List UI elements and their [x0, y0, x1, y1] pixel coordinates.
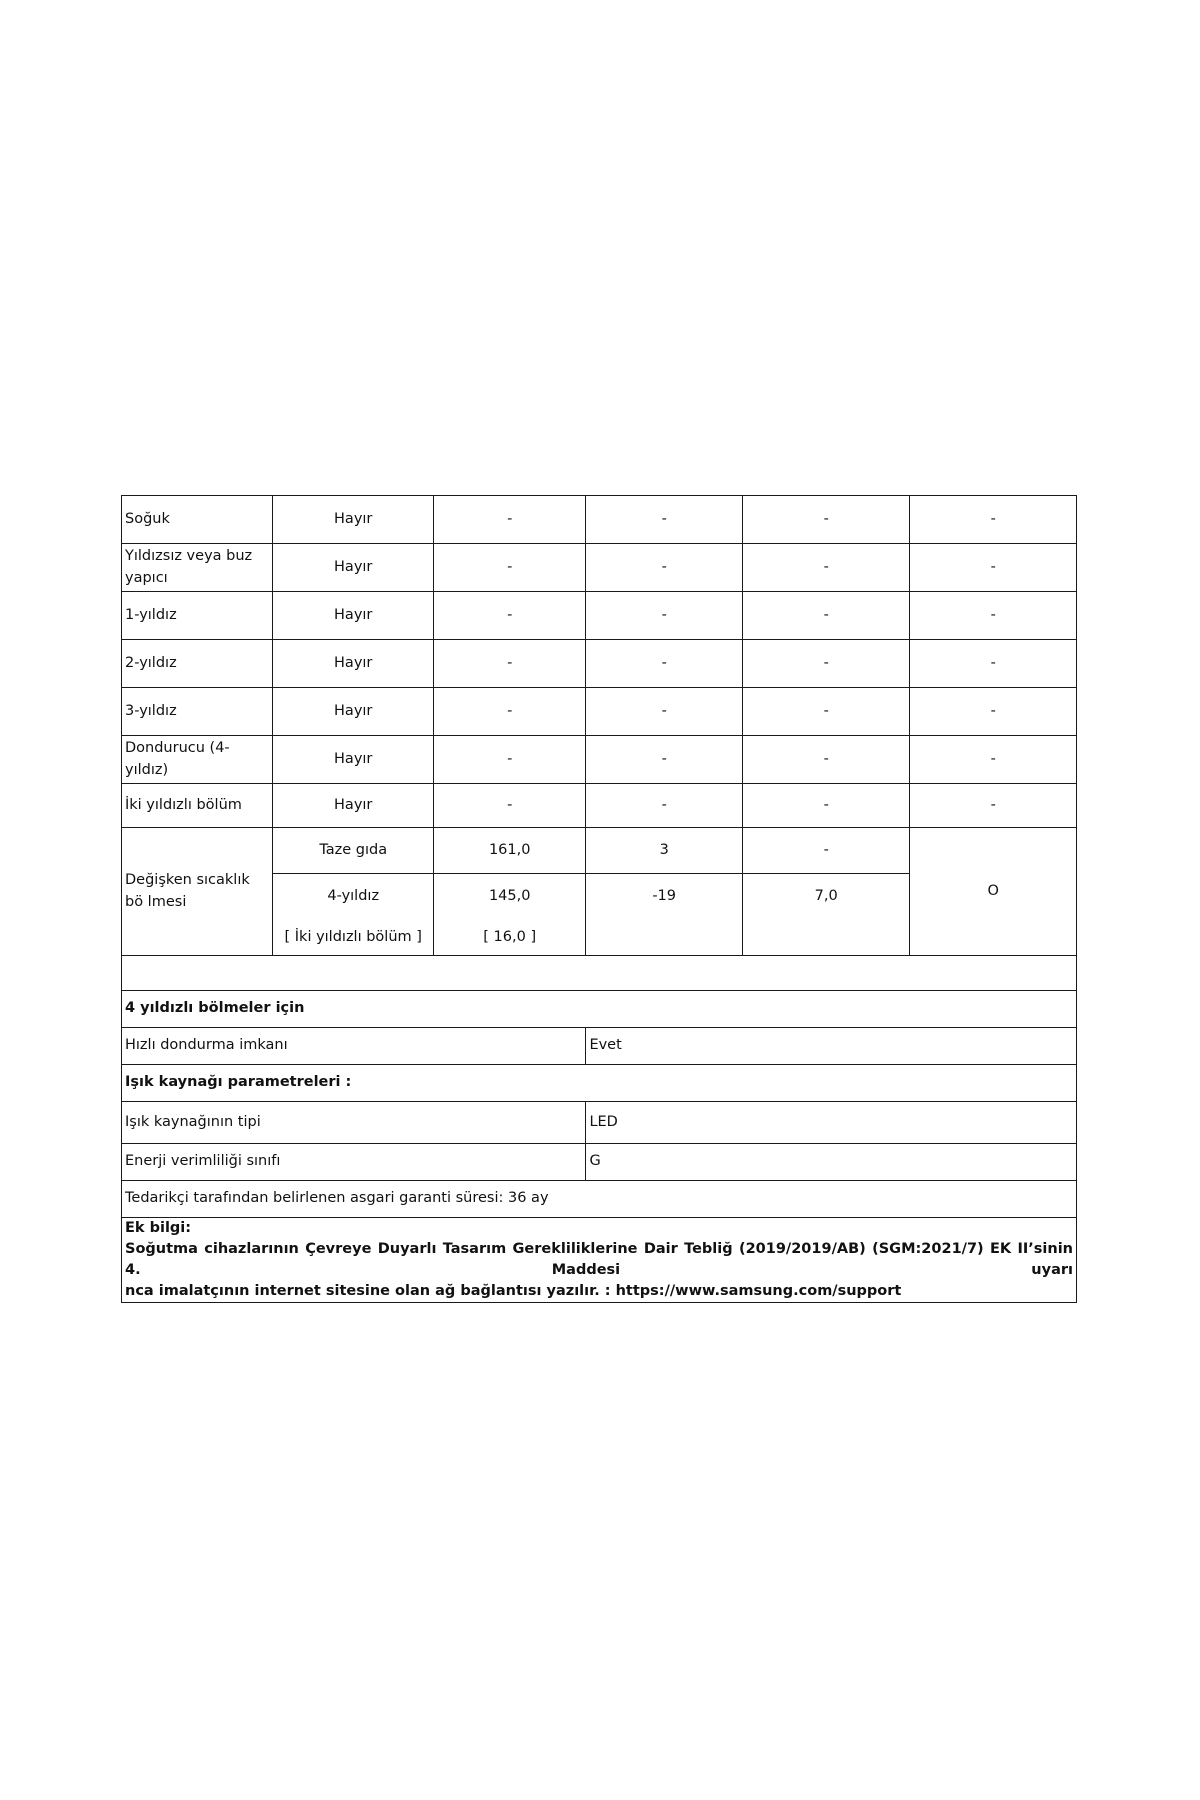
table-cell: - [433, 640, 585, 688]
compartment-label: İki yıldızlı bölüm [122, 784, 273, 828]
compartment-status: Hayır [273, 640, 434, 688]
table-row [122, 1218, 1077, 1303]
table-cell: 161,0 [433, 828, 585, 874]
spec-table [121, 495, 1077, 1303]
compartment-label: Soğuk [122, 496, 273, 544]
table-row [122, 784, 1077, 828]
compartment-status: Hayır [273, 736, 434, 784]
table-row [122, 828, 1077, 874]
table-row [122, 640, 1077, 688]
table-cell: - [433, 784, 585, 828]
table-cell: [ 16,0 ] [433, 920, 585, 956]
table-row [122, 1102, 1077, 1144]
four-star-heading: 4 yıldızlı bölmeler için [122, 991, 1077, 1028]
table-cell: - [742, 688, 910, 736]
blank-row [122, 956, 1077, 991]
table-cell: - [433, 544, 585, 592]
table-cell: - [910, 592, 1077, 640]
table-cell: - [742, 592, 910, 640]
table-cell: - [742, 784, 910, 828]
variable-mode: Taze gıda [273, 828, 434, 874]
table-cell: - [742, 640, 910, 688]
table-row [122, 991, 1077, 1028]
light-type-value: LED [586, 1102, 1077, 1144]
variable-compartment-label: Değişken sıcaklık bö lmesi [122, 828, 273, 956]
light-source-heading: Işık kaynağı parametreleri : [122, 1065, 1077, 1102]
table-cell: - [586, 640, 742, 688]
table-cell: - [910, 688, 1077, 736]
table-cell: - [742, 828, 910, 874]
energy-class-value: G [586, 1144, 1077, 1181]
extra-info-heading: Ek bilgi: [125, 1220, 192, 1236]
blank-cell [122, 956, 1077, 991]
compartment-label: 2-yıldız [122, 640, 273, 688]
compartment-status: Hayır [273, 688, 434, 736]
table-cell: - [742, 544, 910, 592]
table-cell: - [910, 496, 1077, 544]
table-cell: 7,0 [742, 874, 910, 956]
table-cell: - [910, 640, 1077, 688]
light-type-label: Işık kaynağının tipi [122, 1102, 586, 1144]
compartment-status: Hayır [273, 496, 434, 544]
compartment-status: Hayır [273, 784, 434, 828]
variable-mode: 4-yıldız [273, 874, 434, 920]
table-cell: - [433, 736, 585, 784]
extra-info-line: Soğutma cihazlarının Çevreye Duyarlı Tasarım Gerekliliklerine Dair Tebliğ (2019/2019/AB) (SGM:2021/7) EK II’sinin 4. Maddesi uyarı [125, 1241, 1073, 1279]
table-row [122, 736, 1077, 784]
table-cell: - [586, 496, 742, 544]
table-cell: - [586, 736, 742, 784]
table-cell: - [433, 496, 585, 544]
table-cell: - [910, 544, 1077, 592]
table-row [122, 688, 1077, 736]
compartment-label: 3-yıldız [122, 688, 273, 736]
extra-info-cell [122, 1218, 1077, 1303]
table-row [122, 496, 1077, 544]
table-cell: - [586, 688, 742, 736]
table-row [122, 1181, 1077, 1218]
extra-info-line: nca imalatçının internet sitesine olan ağ bağlantısı yazılır. : https://www.samsung.com/support [125, 1283, 902, 1300]
warranty-text: Tedarikçi tarafından belirlenen asgari garanti süresi: 36 ay [122, 1181, 1077, 1218]
fast-freeze-label: Hızlı dondurma imkanı [122, 1028, 586, 1065]
table-cell: - [433, 688, 585, 736]
fast-freeze-value: Evet [586, 1028, 1077, 1065]
energy-class-label: Enerji verimliliği sınıfı [122, 1144, 586, 1181]
table-row [122, 1144, 1077, 1181]
compartment-label: Dondurucu (4-yıldız) [122, 736, 273, 784]
table-row [122, 1065, 1077, 1102]
compartment-label: 1-yıldız [122, 592, 273, 640]
compartment-status: Hayır [273, 592, 434, 640]
table-cell: - [586, 544, 742, 592]
table-cell: - [586, 784, 742, 828]
table-cell: - [742, 496, 910, 544]
table-cell: 3 [586, 828, 742, 874]
table-cell: - [910, 736, 1077, 784]
table-cell: 145,0 [433, 874, 585, 920]
table-cell: - [586, 592, 742, 640]
table-cell: - [742, 736, 910, 784]
table-row [122, 1028, 1077, 1065]
variable-mark: O [910, 828, 1077, 956]
table-cell: - [433, 592, 585, 640]
variable-mode: [ İki yıldızlı bölüm ] [273, 920, 434, 956]
compartment-label: Yıldızsız veya buz yapıcı [122, 544, 273, 592]
table-row [122, 592, 1077, 640]
compartment-status: Hayır [273, 544, 434, 592]
table-row [122, 544, 1077, 592]
table-cell: -19 [586, 874, 742, 956]
table-cell: - [910, 784, 1077, 828]
